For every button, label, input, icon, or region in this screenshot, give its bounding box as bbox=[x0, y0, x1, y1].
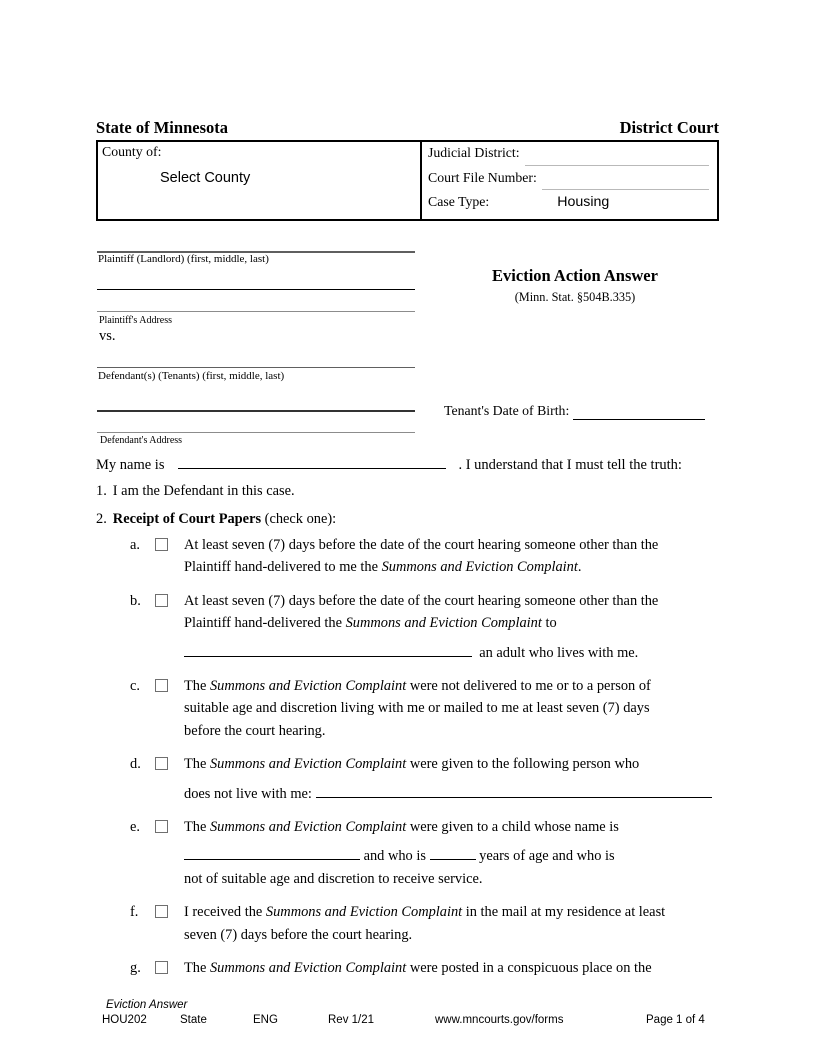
blank-field[interactable] bbox=[316, 776, 712, 798]
item-text: I received the Summons and Eviction Complaint in the mail at my residence at least seven (7) days before the court hearing. bbox=[184, 904, 666, 943]
plaintiff-line-2[interactable] bbox=[97, 289, 415, 290]
statute-reference: (Minn. Stat. §504B.335) bbox=[514, 290, 636, 304]
checkbox[interactable] bbox=[155, 820, 168, 833]
item-letter: f. bbox=[130, 904, 139, 921]
item-letter: d. bbox=[130, 756, 141, 773]
item-2 bbox=[96, 511, 336, 528]
plaintiff-address-field[interactable] bbox=[97, 311, 415, 312]
item-text: At least seven (7) days before the date of the court hearing someone other than the Plaintiff hand-delivered the Summons and Eviction Complaint to an adult who lives with me. bbox=[184, 592, 659, 661]
dob-field[interactable] bbox=[573, 419, 705, 420]
case-info-cell bbox=[422, 142, 717, 219]
item-text: The Summons and Eviction Complaint were not delivered to me or to a person of suitable age and discretion living with me or mailed to me at least seven (7) days before the court hearing. bbox=[184, 678, 651, 739]
truth-statement: . I understand that I must tell the truth: bbox=[458, 457, 682, 473]
checklist-item-d bbox=[96, 753, 730, 805]
checklist-item-b bbox=[96, 590, 730, 664]
defendant-name-field[interactable] bbox=[97, 367, 415, 368]
item-letter: g. bbox=[130, 960, 141, 977]
form-title: Eviction Action Answer bbox=[492, 266, 658, 285]
item-letter: e. bbox=[130, 819, 140, 836]
item-2-number: 2. bbox=[96, 511, 107, 527]
county-select[interactable]: Select County bbox=[160, 170, 251, 186]
case-type-label: Case Type: bbox=[428, 194, 490, 210]
footer-jurisdiction: State bbox=[180, 1014, 207, 1026]
court-file-number-field[interactable] bbox=[542, 174, 709, 190]
footer-revision: Rev 1/21 bbox=[328, 1014, 375, 1026]
checkbox[interactable] bbox=[155, 538, 168, 551]
item-text: At least seven (7) days before the date of the court hearing someone other than the Plaintiff hand-delivered to me the Summons and Eviction Complaint. bbox=[184, 537, 659, 576]
intro-line bbox=[96, 454, 736, 474]
item-1 bbox=[96, 483, 295, 500]
checklist-item-a bbox=[96, 534, 730, 579]
dob-label: Tenant's Date of Birth: bbox=[444, 403, 570, 418]
court-title: District Court bbox=[619, 118, 719, 137]
defendant-address-label: Defendant's Address bbox=[100, 435, 183, 446]
item-text: The Summons and Eviction Complaint were posted in a conspicuous place on the bbox=[184, 960, 652, 977]
blank-field[interactable] bbox=[184, 838, 360, 860]
checklist-item-e bbox=[96, 816, 730, 890]
checklist-item-c bbox=[96, 675, 730, 742]
footer-form-number: HOU202 bbox=[102, 1014, 147, 1026]
item-text: The Summons and Eviction Complaint were given to the following person who does not live with me: bbox=[184, 753, 730, 805]
checkbox[interactable] bbox=[155, 679, 168, 692]
item-1-text: I am the Defendant in this case. bbox=[112, 483, 295, 499]
footer-language: ENG bbox=[253, 1014, 278, 1026]
item-letter: c. bbox=[130, 678, 140, 695]
item-letter: b. bbox=[130, 592, 141, 609]
footer-form-name: Eviction Answer bbox=[106, 999, 188, 1011]
defendant-address-field[interactable] bbox=[97, 432, 415, 433]
my-name-is-label: My name is bbox=[96, 457, 165, 473]
county-cell bbox=[98, 142, 422, 219]
court-file-number-label: Court File Number: bbox=[428, 169, 537, 185]
case-type-value[interactable]: Housing bbox=[557, 194, 610, 211]
vs-text: vs. bbox=[99, 328, 116, 344]
checklist-item-f bbox=[96, 901, 730, 946]
defendant-label: Defendant(s) (Tenants) (first, middle, last) bbox=[98, 370, 285, 382]
county-label: County of: bbox=[102, 144, 162, 159]
checkbox[interactable] bbox=[155, 905, 168, 918]
court-info-box bbox=[96, 140, 719, 221]
checkbox[interactable] bbox=[155, 757, 168, 770]
checkbox[interactable] bbox=[155, 961, 168, 974]
footer-url: www.mncourts.gov/forms bbox=[435, 1014, 564, 1026]
item-text: The Summons and Eviction Complaint were given to a child whose name is and who is years of age and who is not of suitable age and discretion to receive service. bbox=[184, 819, 619, 887]
blank-field[interactable] bbox=[184, 635, 472, 657]
item-2-heading: Receipt of Court Papers bbox=[112, 511, 262, 527]
blank-field[interactable] bbox=[430, 838, 476, 860]
state-title: State of Minnesota bbox=[96, 118, 228, 137]
judicial-district-label: Judicial District: bbox=[428, 145, 520, 160]
plaintiff-address-label: Plaintiff's Address bbox=[99, 315, 173, 326]
item-letter: a. bbox=[130, 537, 140, 553]
checkbox[interactable] bbox=[155, 594, 168, 607]
item-2-rest: (check one): bbox=[261, 511, 337, 527]
name-field[interactable] bbox=[178, 454, 446, 469]
judicial-district-field[interactable] bbox=[525, 150, 709, 166]
defendant-line-2[interactable] bbox=[97, 410, 415, 412]
checklist-item-g bbox=[96, 957, 730, 981]
page-header bbox=[96, 118, 719, 138]
footer-page-number: Page 1 of 4 bbox=[646, 1014, 705, 1026]
item-1-number: 1. bbox=[96, 483, 107, 499]
receipt-checklist bbox=[96, 534, 730, 982]
plaintiff-label: Plaintiff (Landlord) (first, middle, last) bbox=[98, 253, 269, 265]
